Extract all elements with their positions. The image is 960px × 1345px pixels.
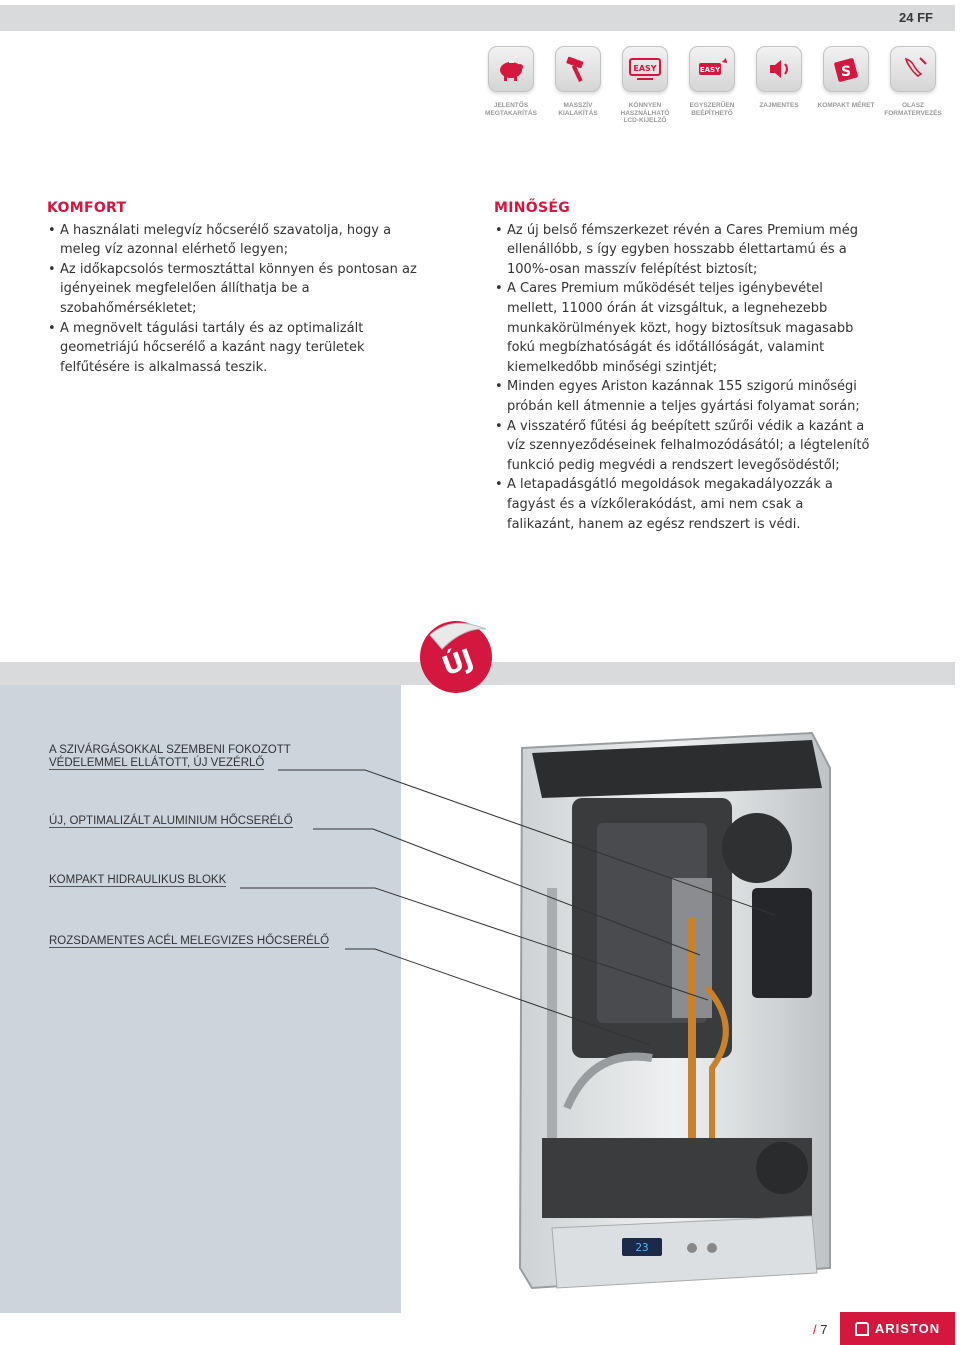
feature-silent	[746, 46, 812, 110]
callout-line: ÚJ, OPTIMALIZÁLT ALUMINIUM HŐCSERÉLŐ	[49, 815, 293, 827]
komfort-list	[47, 221, 417, 378]
feature-savings	[478, 46, 544, 117]
feature-label: MASSZÍV KIALAKÍTÁS	[558, 102, 598, 117]
boiler-illustration	[512, 728, 837, 1313]
easy-display-icon	[622, 46, 668, 92]
feature-robust	[545, 46, 611, 117]
komfort-title: KOMFORT	[47, 200, 127, 216]
minoseg-list	[494, 221, 872, 535]
list-item: • A használati melegvíz hőcserélő szavatolja, hogy a meleg víz azonnal elérhető legyen;	[47, 221, 417, 260]
feature-label: OLASZ FORMATERVEZÉS	[884, 102, 942, 117]
hammer-icon	[555, 46, 601, 92]
header-bar	[0, 5, 955, 31]
svg-text:EASY: EASY	[633, 64, 657, 73]
callout-line: ROZSDAMENTES ACÉL MELEGVIZES HŐCSERÉLŐ	[49, 935, 330, 947]
feature-design	[880, 46, 946, 117]
page-number-value: 7	[820, 1322, 828, 1337]
feature-label: ZAJMENTES	[759, 102, 799, 109]
callout-steel-exchanger	[49, 935, 329, 948]
controller-box	[752, 888, 812, 998]
list-item: • Minden egyes Ariston kazánnak 155 szigorú minőségi próbán kell átmennie a teljes gyártási folyamat során;	[494, 377, 872, 416]
list-item: • A megnövelt tágulási tartály és az optimalizált geometriájú hőcserélő a kazánt nagy területek felfűtésére is alkalmassá teszik.	[47, 319, 417, 378]
minoseg-section	[494, 199, 872, 534]
komfort-section	[47, 199, 417, 377]
easy-install-icon	[689, 46, 735, 92]
fan	[722, 813, 792, 883]
list-item: • Az új belső fémszerkezet révén a Cares Premium még ellenállóbb, s így egyben hosszabb élettartamú és a 100%-osan masszív felépítést biztosít;	[494, 221, 872, 280]
piggy-bank-icon	[488, 46, 534, 92]
list-item: • Az időkapcsolós termosztáttal könnyen és pontosan az igényeinek megfelelően állíthatja be a szobahőmérsékletet;	[47, 260, 417, 319]
page-number: / 7	[813, 1322, 828, 1337]
sticker-text: ÚJ	[438, 643, 478, 683]
feature-lcd	[612, 46, 678, 125]
feature-install	[679, 46, 745, 117]
feature-label: JELENTŐS MEGTAKARÍTÁS	[485, 102, 537, 117]
feature-label: EGYSZERŰEN BEÉPÍTHETŐ	[689, 102, 735, 117]
callout-panel	[0, 685, 401, 1313]
callout-line: VÉDELEMMEL ELLÁTOTT, ÚJ VEZÉRLŐ	[49, 757, 265, 769]
size-s-icon	[823, 46, 869, 92]
list-item: • A letapadásgátló megoldások megakadályozzák a fagyást és a vízkőlerakódást, ami nem csak a falikazánt, hanem az egész rendszert is védi.	[494, 475, 872, 534]
house-icon	[855, 1322, 869, 1336]
model-name: 24 FF	[899, 10, 933, 25]
callout-line: KOMPAKT HIDRAULIKUS BLOKK	[49, 874, 227, 886]
italy-design-icon	[890, 46, 936, 92]
minoseg-title: MINŐSÉG	[494, 200, 570, 216]
callout-heat-exchanger	[49, 815, 293, 828]
list-item: • A visszatérő fűtési ág beépített szűrői védik a kazánt a víz szennyeződéseinek felhalmozódásától; a légtelenítő funkció pedig megvédi a rendszert levegősödéstől;	[494, 417, 872, 476]
list-item: • A Cares Premium működését teljes igénybevétel mellett, 11000 órán át vizsgáltuk, a legnehezebb munkakörülmények közt, hogy biztosítsuk magasabb fokú megbízhatóságát és időtállóságát, valamint kiemelkedőbb minőségi szintjét;	[494, 279, 872, 377]
brand-name: ARISTON	[874, 1321, 941, 1336]
feature-icons	[478, 46, 948, 136]
feature-compact	[813, 46, 879, 110]
callout-controller	[49, 744, 291, 770]
svg-text:S: S	[840, 64, 852, 80]
ariston-logo	[840, 1312, 955, 1345]
speaker-mute-icon	[756, 46, 802, 92]
feature-label: KOMPAKT MÉRET	[817, 102, 875, 109]
feature-label: KÖNNYEN HASZNÁLHATÓ LCD-KIJELZŐ	[620, 102, 670, 124]
display-value: 23	[635, 1241, 649, 1254]
new-sticker	[412, 607, 502, 697]
svg-text:EASY: EASY	[699, 66, 721, 74]
callout-hydraulic-block	[49, 874, 226, 887]
callout-line: A SZIVÁRGÁSOKKAL SZEMBENI FOKOZOTT	[49, 744, 291, 756]
